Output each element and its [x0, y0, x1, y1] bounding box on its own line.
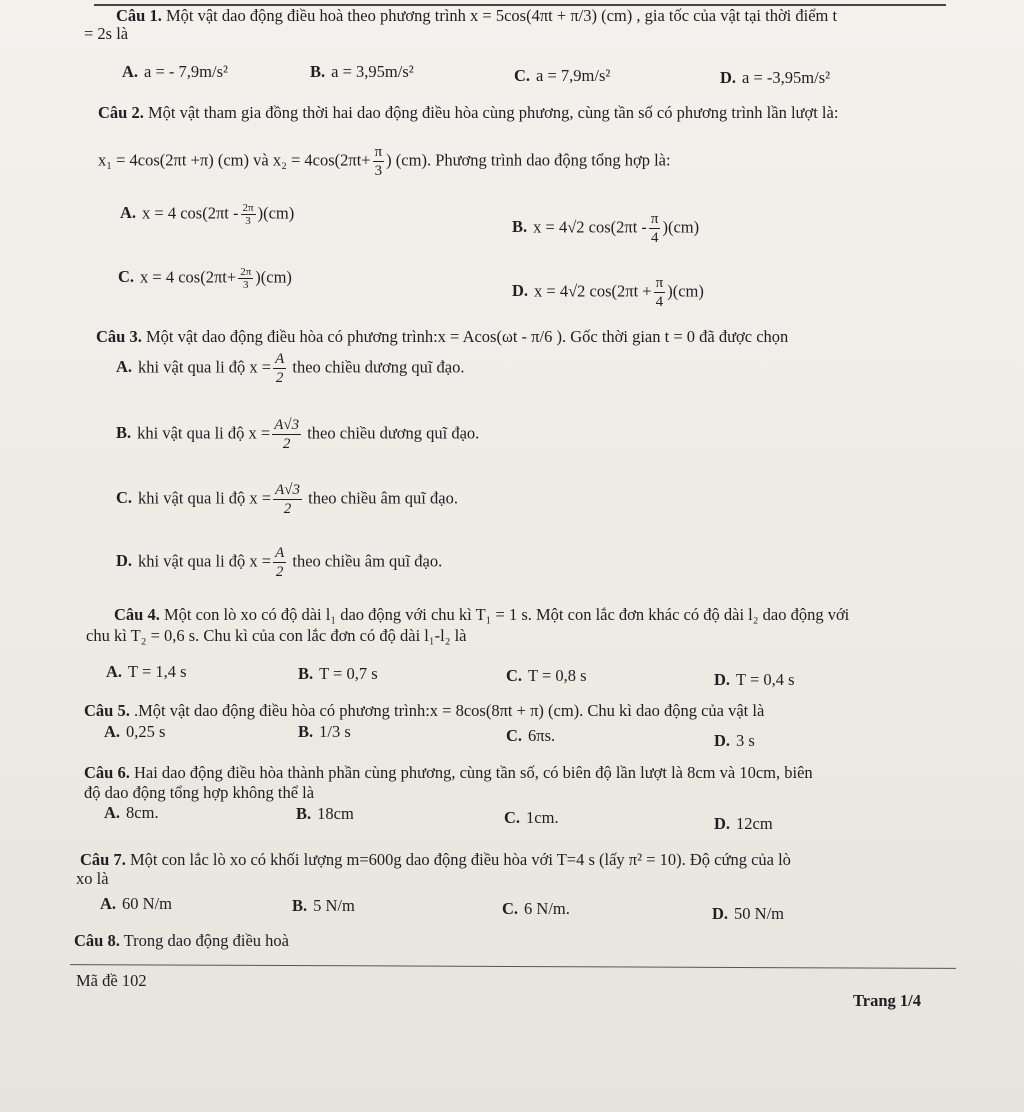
q2-option-c: C. x = 4 cos(2πt+ $\frac{2\pi}{3}$ )(cm) [118, 266, 292, 291]
q5-option-d: D. 3 s [714, 731, 755, 750]
q2-equations: x₁ = 4cos(2πt +π) (cm) và x₂ = 4cos(2πt+ $\frac{\pi}{3}$ ) (cm). Phương trình dao động tổng hợp là: [98, 144, 671, 179]
q1-option-b: B. a = 3,95m/s² [310, 62, 414, 81]
q1-option-c: C. a = 7,9m/s² [514, 66, 611, 85]
q7-label: Câu 7. [80, 850, 126, 869]
q2-stem [98, 103, 838, 123]
q7-text: Một con lắc lò xo có khối lượng m=600g dao động điều hòa với T=4 s (lấy π² = 10). Độ cứng của lò [125, 850, 791, 869]
q6-label: Câu 6. [84, 763, 130, 782]
q4-label: Câu 4. [114, 605, 160, 624]
q1-text: Một vật dao động điều hoà theo phương trình x = 5cos(4πt + π/3) (cm) , gia tốc của vật tại thời điểm t [161, 6, 838, 25]
q4-option-d: D. T = 0,4 s [714, 670, 795, 689]
q5-label: Câu 5. [84, 701, 130, 720]
q6-text: Hai dao động điều hòa thành phần cùng phương, cùng tần số, có biên độ lần lượt là 8cm và 10cm, biên [129, 763, 813, 782]
q7-option-c: C. 6 N/m. [502, 899, 570, 918]
q6-option-a: A. 8cm. [104, 803, 159, 822]
q5-stem [84, 701, 764, 721]
q3-option-c: C. khi vật qua li độ x = $\frac{A√3}{2}$ theo chiều âm quĩ đạo. [116, 482, 458, 517]
q2-text: Một vật tham gia đồng thời hai dao động điều hòa cùng phương, cùng tần số có phương trình lần lượt là: [143, 103, 839, 122]
q3-label: Câu 3. [96, 327, 142, 346]
q6-option-c: C. 1cm. [504, 808, 559, 827]
q6-stem [84, 763, 813, 783]
q3-stem [96, 327, 788, 347]
q4-option-a: A. T = 1,4 s [106, 662, 187, 681]
q2-option-a: A. x = 4 cos(2πt - $\frac{2\pi}{3}$ )(cm) [120, 202, 295, 227]
q1-option-d: D. a = -3,95m/s² [720, 68, 831, 87]
q7-option-a: A. 60 N/m [100, 894, 173, 913]
q3-text: Một vật dao động điều hòa có phương trình:x = Acos(ωt - π/6 ). Gốc thời gian t = 0 đã được chọn [141, 327, 789, 346]
q6-option-d: D. 12cm [714, 814, 773, 833]
q4-option-c: C. T = 0,8 s [506, 666, 587, 685]
q8-label: Câu 8. [74, 931, 120, 950]
q8-stem [74, 931, 289, 951]
q2-label: Câu 2. [98, 103, 144, 122]
q7-option-b: B. 5 N/m [292, 896, 355, 915]
exam-code: Mã đề 102 [76, 971, 147, 990]
q5-text: .Một vật dao động điều hòa có phương trình:x = 8cos(8πt + π) (cm). Chu kì dao động của vật là [129, 701, 765, 720]
q3-option-a: A. khi vật qua li độ x = $\frac{A}{2}$ theo chiều dương quĩ đạo. [116, 351, 465, 386]
q6-stem-cont: độ dao động tổng hợp không thể là [84, 783, 315, 802]
q1-stem-cont: = 2s là [84, 24, 129, 43]
q5-option-b: B. 1/3 s [298, 722, 351, 741]
q7-option-d: D. 50 N/m [712, 904, 785, 923]
q5-option-a: A. 0,25 s [104, 722, 166, 741]
q3-option-d: D. khi vật qua li độ x = $\frac{A}{2}$ theo chiều âm quĩ đạo. [116, 545, 443, 580]
q2-option-d: D. x = 4√2 cos(2πt + $\frac{\pi}{4}$ )(cm) [512, 275, 704, 310]
q5-option-c: C. 6πs. [506, 726, 556, 745]
q4-stem [114, 605, 849, 625]
bottom-rule [70, 964, 956, 969]
q7-stem [80, 850, 791, 870]
q7-stem-cont: xo là [76, 869, 109, 888]
q4-option-b: B. T = 0,7 s [298, 664, 378, 683]
q3-option-b: B. khi vật qua li độ x = $\frac{A√3}{2}$ theo chiều dương quĩ đạo. [116, 417, 480, 452]
q1-stem [116, 6, 837, 26]
q2-option-b: B. x = 4√2 cos(2πt - $\frac{\pi}{4}$ )(cm) [512, 211, 700, 246]
q2-eq-fraction: $\frac{\pi}{3}$ [374, 144, 383, 179]
q4-stem-cont: chu kì T₂ = 0,6 s. Chu kì của con lắc đơn có độ dài l₁-l₂ là [86, 626, 467, 645]
q4-text: Một con lò xo có độ dài l₁ dao động với chu kì T₁ = 1 s. Một con lắc đơn khác có độ dài l₂ dao động với [159, 605, 850, 624]
q8-text: Trong dao động điều hoà [119, 931, 289, 950]
page-number: Trang 1/4 [853, 991, 921, 1010]
q1-option-a: A. a = - 7,9m/s² [122, 62, 228, 81]
q6-option-b: B. 18cm [296, 804, 354, 823]
q1-label: Câu 1. [116, 6, 162, 25]
